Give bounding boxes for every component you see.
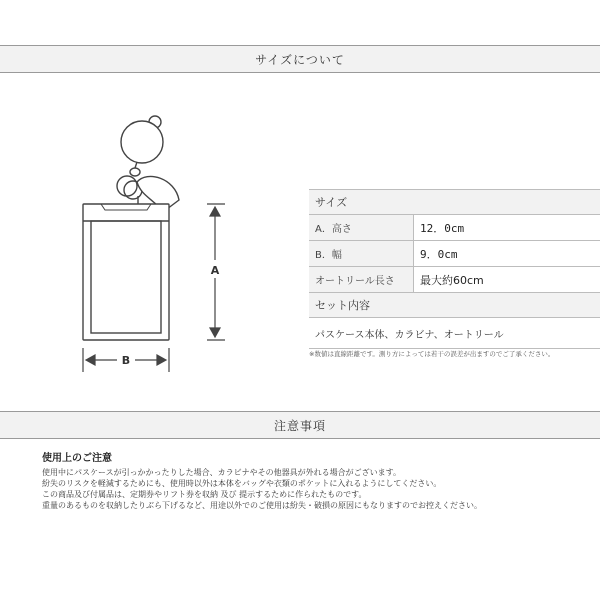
caution-line: 使用中にパスケースが引っかかったりした場合、カラビナやその他器具が外れる場合がございます。 (42, 468, 401, 477)
caution-line: この商品及び付属品は、定期券やリフト券を収納 及び 提示するために作られたものです。 (42, 490, 367, 499)
spec-row-width (309, 241, 600, 267)
ring (117, 176, 137, 196)
dimension-b-label: B (121, 354, 131, 367)
size-section-header (0, 45, 600, 73)
notice-section-title: 注意事項 (273, 418, 326, 433)
card-window (91, 221, 161, 333)
spec-row-height (309, 215, 600, 241)
contents-header-row (309, 293, 600, 318)
spec-table-header-row (309, 190, 600, 215)
measurement-note: ※数値は直線距離です。測り方によっては若干の誤差が出ますのでご了承ください。 (309, 350, 555, 358)
spec-key: A．高さ (309, 215, 414, 241)
caution-title: 使用上のご注意 (42, 453, 112, 464)
size-section-title: サイズについて (255, 52, 345, 67)
contents-header: セット内容 (309, 293, 600, 318)
notice-section-header (0, 411, 600, 439)
caution-line: 紛失のリスクを軽減するためにも、使用時以外は本体をバッグや衣類のポケットに入れるようにしてください。 (42, 479, 442, 488)
spec-table-header: サイズ (309, 190, 600, 215)
caution-block (42, 449, 582, 511)
spec-value: 最大約60cm (414, 267, 600, 293)
caution-line: 重量のあるものを収納したりぶら下げるなど、用途以外でのご使用は紛失・破損の原因にもなりますのでお控えください。 (42, 501, 482, 510)
spec-value: 12．0cm (414, 215, 600, 241)
spec-row-reel-length (309, 267, 600, 293)
product-diagram (75, 110, 235, 375)
spec-value: 9．0cm (414, 241, 600, 267)
dimension-a-label: A (210, 264, 220, 277)
contents-value: パスケース本体、カラビナ、オートリール (309, 318, 600, 349)
reel-body (121, 121, 163, 163)
spec-table (309, 189, 600, 349)
spec-key: オートリール長さ (309, 267, 414, 293)
spec-key: B．幅 (309, 241, 414, 267)
contents-row (309, 318, 600, 349)
